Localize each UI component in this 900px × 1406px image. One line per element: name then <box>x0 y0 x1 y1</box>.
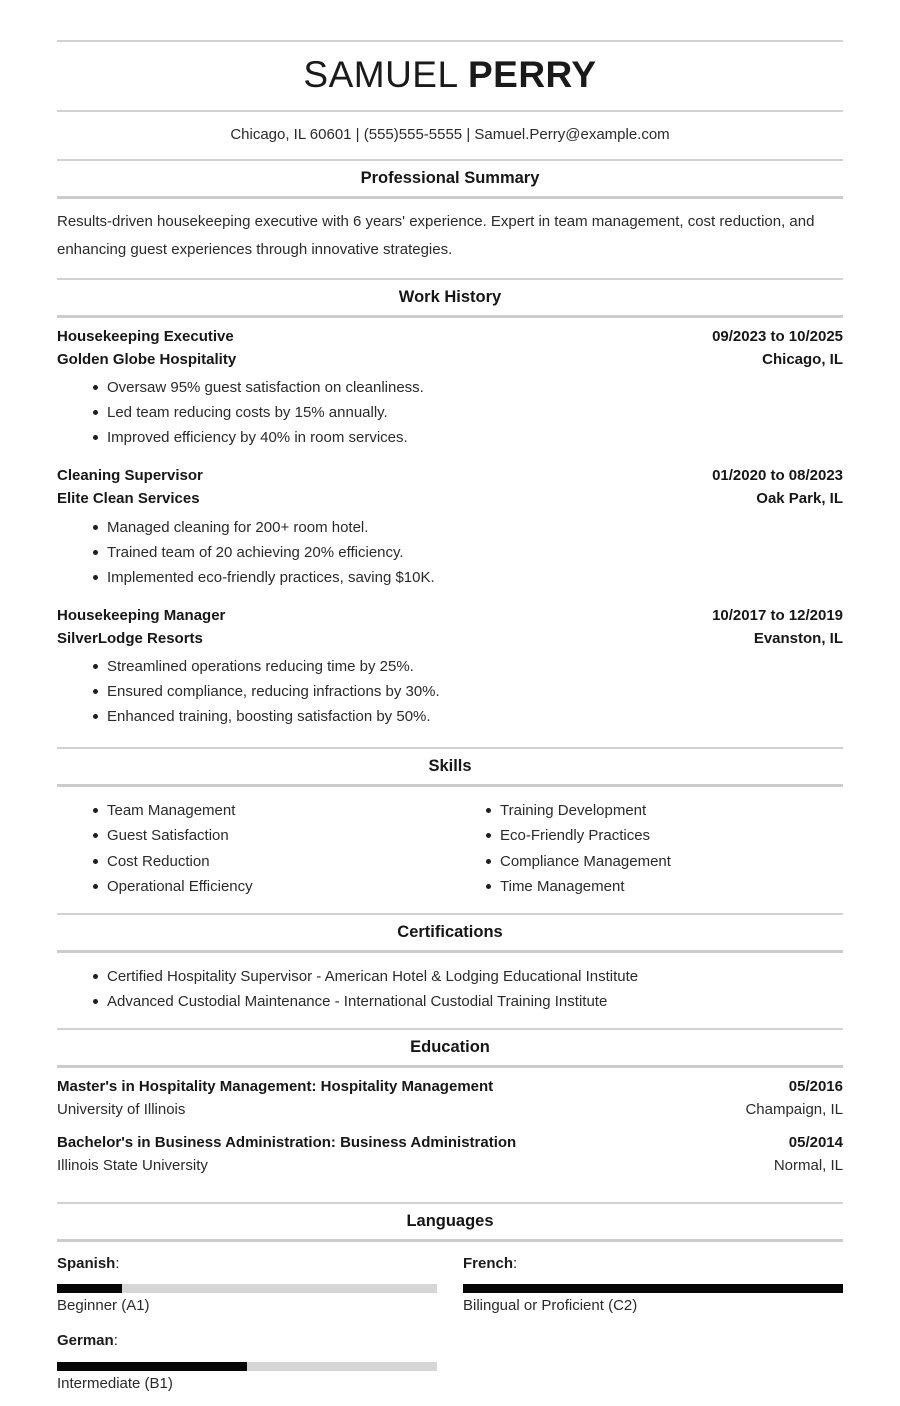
language-proficiency-fill <box>463 1284 843 1293</box>
school: Illinois State University <box>57 1157 208 1175</box>
language-level: Beginner (A1) <box>57 1297 150 1315</box>
job-bullet: Trained team of 20 achieving 20% efficiency. <box>107 540 843 565</box>
language-level: Bilingual or Proficient (C2) <box>463 1297 638 1315</box>
graduation-date: 05/2016 <box>788 1077 843 1095</box>
section-heading: Education <box>410 1037 490 1056</box>
job-bullet: Managed cleaning for 200+ room hotel. <box>107 515 843 540</box>
skills-list-left <box>57 798 450 898</box>
job-location: Oak Park, IL <box>756 490 843 508</box>
section-heading: Professional Summary <box>360 169 540 187</box>
job-bullet-list <box>57 515 843 590</box>
job-location: Evanston, IL <box>753 630 843 648</box>
job-location: Chicago, IL <box>762 350 843 368</box>
section-heading: Skills <box>428 757 472 776</box>
section-languages <box>57 1202 843 1406</box>
section-heading: Languages <box>406 1211 494 1230</box>
certification-item: Certified Hospitality Supervisor - American Hotel & Lodging Educational Institute <box>107 964 843 989</box>
job-bullet: Enhanced training, boosting satisfaction by 50%. <box>107 704 843 729</box>
skill-item: Training Development <box>500 798 843 823</box>
job-bullet: Improved efficiency by 40% in room services. <box>107 425 843 450</box>
job-bullet-list <box>57 375 843 450</box>
skill-item: Time Management <box>500 874 843 899</box>
colon: : <box>113 1332 118 1350</box>
job-dates: 10/2017 to 12/2019 <box>712 606 843 624</box>
language-proficiency-bar <box>57 1362 437 1371</box>
school-location: Normal, IL <box>773 1157 843 1175</box>
graduation-date: 05/2014 <box>788 1134 843 1152</box>
first-name: SAMUEL <box>303 54 458 95</box>
language-proficiency-bar <box>57 1284 437 1293</box>
skill-item: Team Management <box>107 798 450 823</box>
section-work-history <box>57 278 843 748</box>
school-location: Champaign, IL <box>745 1100 843 1118</box>
section-education <box>57 1028 843 1202</box>
language-proficiency-fill <box>57 1362 247 1371</box>
language-proficiency-fill <box>57 1284 122 1293</box>
language-name: German <box>57 1332 114 1350</box>
job-bullet: Streamlined operations reducing time by 25%. <box>107 654 843 679</box>
education-entry <box>57 1131 843 1178</box>
job-company: Elite Clean Services <box>57 490 200 508</box>
skill-item: Cost Reduction <box>107 849 450 874</box>
job-dates: 01/2020 to 08/2023 <box>712 467 843 485</box>
school: University of Illinois <box>57 1100 186 1118</box>
resume-document <box>57 0 843 1406</box>
last-name: PERRY <box>467 54 597 95</box>
degree: Bachelor's in Business Administration: Business Administration <box>57 1134 517 1152</box>
job-dates: 09/2023 to 10/2025 <box>712 327 843 345</box>
certification-item: Advanced Custodial Maintenance - International Custodial Training Institute <box>107 989 843 1014</box>
section-heading: Work History <box>398 287 502 306</box>
section-professional-summary <box>57 159 843 278</box>
language-name: French <box>463 1254 514 1272</box>
contact-line: Chicago, IL 60601 | (555)555-5555 | Samuel.Perry@example.com <box>230 126 670 143</box>
skill-item: Guest Satisfaction <box>107 823 450 848</box>
language-entry <box>57 1253 437 1315</box>
job-title: Housekeeping Executive <box>57 327 234 345</box>
language-name: Spanish <box>57 1254 116 1272</box>
summary-text: Results-driven housekeeping executive with 6 years' experience. Expert in team management, cost reduction, and enhancing guest experiences through innovative strategies. <box>57 213 815 258</box>
section-skills <box>57 747 843 912</box>
job-bullet: Ensured compliance, reducing infractions by 30%. <box>107 679 843 704</box>
job-bullet-list <box>57 654 843 729</box>
skill-item: Operational Efficiency <box>107 874 450 899</box>
degree: Master's in Hospitality Management: Hospitality Management <box>57 1077 494 1095</box>
language-level: Intermediate (B1) <box>57 1374 173 1392</box>
job-bullet: Oversaw 95% guest satisfaction on cleanliness. <box>107 375 843 400</box>
work-entry <box>57 464 843 590</box>
job-company: Golden Globe Hospitality <box>57 350 237 368</box>
colon: : <box>115 1254 120 1272</box>
job-bullet: Implemented eco-friendly practices, saving $10K. <box>107 565 843 590</box>
language-entry <box>57 1330 437 1392</box>
section-certifications <box>57 913 843 1028</box>
certification-list <box>57 964 843 1014</box>
language-proficiency-bar <box>463 1284 843 1293</box>
work-entry <box>57 325 843 451</box>
work-entry <box>57 604 843 730</box>
job-bullet: Led team reducing costs by 15% annually. <box>107 400 843 425</box>
skill-item: Eco-Friendly Practices <box>500 823 843 848</box>
colon: : <box>513 1254 518 1272</box>
job-title: Housekeeping Manager <box>57 606 226 624</box>
job-company: SilverLodge Resorts <box>57 630 203 648</box>
education-entry <box>57 1075 843 1122</box>
skills-list-right <box>450 798 843 898</box>
job-title: Cleaning Supervisor <box>57 467 203 485</box>
skill-item: Compliance Management <box>500 849 843 874</box>
language-entry <box>463 1253 843 1315</box>
candidate-name <box>57 42 843 110</box>
section-heading: Certifications <box>397 922 503 941</box>
